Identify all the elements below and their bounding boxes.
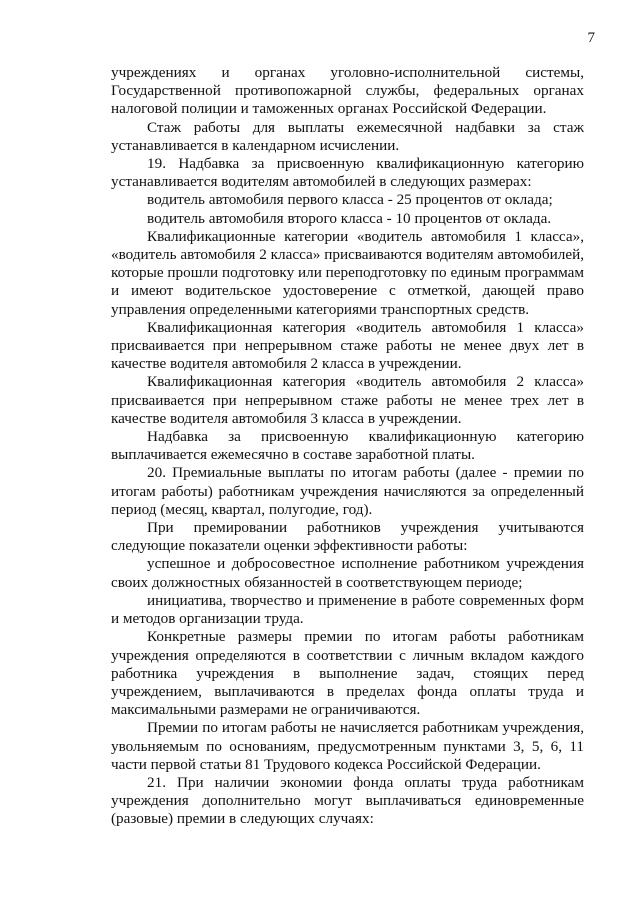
paragraph: Квалификационная категория «водитель автомобиля 1 класса» присваивается при непрерывном стаже работы не менее двух лет в качестве водителя автомобиля 2 класса в учреждении.: [111, 318, 584, 373]
paragraph: успешное и добросовестное исполнение работником учреждения своих должностных обязанностей в соответствующем периоде;: [111, 555, 584, 591]
paragraph: 19. Надбавка за присвоенную квалификационную категорию устанавливается водителям автомобилей в следующих размерах:: [111, 155, 584, 191]
page-number: 7: [587, 30, 595, 46]
paragraph: Премии по итогам работы не начисляется работникам учреждения, увольняемым по основаниям, предусмотренным пунктами 3, 5, 6, 11 части первой статьи 81 Трудового кодекса Российской Федерации.: [111, 719, 584, 773]
paragraph: водитель автомобиля первого класса - 25 процентов от оклада;: [147, 191, 553, 209]
paragraph: 21. При наличии экономии фонда оплаты труда работникам учреждения дополнительно могут выплачиваться единовременные (разовые) премии в следующих случаях:: [111, 773, 584, 828]
paragraph: Надбавка за присвоенную квалификационную категорию выплачивается ежемесячно в составе заработной платы.: [111, 428, 584, 464]
paragraph: При премировании работников учреждения учитываются следующие показатели оценки эффективности работы:: [111, 519, 584, 555]
document-body: [111, 64, 584, 829]
paragraph: 20. Премиальные выплаты по итогам работы (далее - премии по итогам работы) работникам учреждения начисляются за определенный период (месяц, квартал, полугодие, год).: [111, 464, 584, 518]
paragraph: Стаж работы для выплаты ежемесячной надбавки за стаж устанавливается в календарном исчислении.: [111, 118, 584, 154]
paragraph: учреждениях и органах уголовно-исполнительной системы, Государственной противопожарной службы, федеральных органах налоговой полиции и таможенных органах Российской Федерации.: [111, 64, 584, 118]
paragraph: инициатива, творчество и применение в работе современных форм и методов организации труда.: [111, 591, 584, 628]
paragraph: водитель автомобиля второго класса - 10 процентов от оклада.: [147, 209, 552, 227]
paragraph: Квалификационная категория «водитель автомобиля 2 класса» присваивается при непрерывном стаже работы не менее трех лет в качестве водителя автомобиля 3 класса в учреждении.: [111, 373, 584, 427]
paragraph: Квалификационные категории «водитель автомобиля 1 класса», «водитель автомобиля 2 класса» присваиваются водителям автомобилей, которые прошли подготовку или переподготовку по единым программам и имеют водительское удостоверение с отметкой, дающей право управления определенными категориями транспортных средств.: [111, 227, 584, 318]
paragraph: Конкретные размеры премии по итогам работы работникам учреждения определяются в соответствии с личным вкладом каждого работника учреждения в выполнение задач, стоящих перед учреждением, выплачиваются в пределах фонда оплаты труда и максимальными размерами не ограничиваются.: [111, 628, 584, 719]
